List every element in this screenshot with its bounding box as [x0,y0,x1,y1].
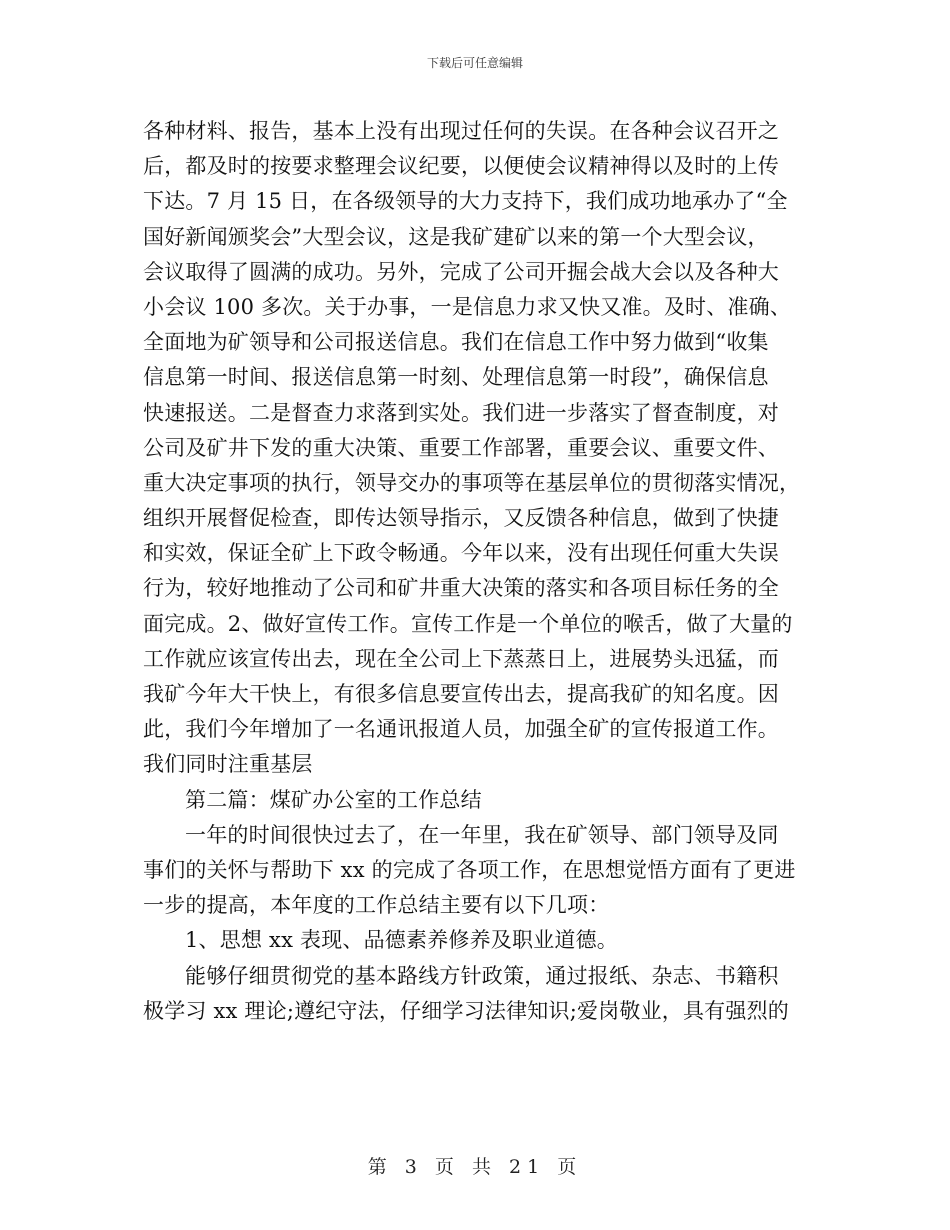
text-line: 和实效，保证全矿上下政令畅通。今年以来，没有出现任何重大失误 [143,541,779,566]
text-line: 行为，较好地推动了公司和矿井重大决策的落实和各项目标任务的全 [143,576,779,601]
text-line: 后，都及时的按要求整理会议纪要，以便使会议精神得以及时的上传 [143,154,779,179]
document-body [143,114,808,1029]
text-line: 1、思想 xx 表现、品德素养修养及职业道德。 [185,928,618,953]
text-line: 信息第一时间、报送信息第一时刻、处理信息第一时段”，确保信息 [143,365,769,390]
text-line: 下达。7 月 15 日，在各级领导的大力支持下，我们成功地承办了“全 [143,189,788,214]
text-line: 工作就应该宣传出去，现在全公司上下蒸蒸日上，进展势头迅猛，而 [143,646,779,671]
text-line: 面完成。2、做好宣传工作。宣传工作是一个单位的喉舌，做了大量的 [143,611,793,636]
text-line: 全面地为矿领导和公司报送信息。我们在信息工作中努力做到“收集 [143,330,769,355]
text-line: 一步的提高，本年度的工作总结主要有以下几项： [143,893,610,918]
page-footer: 第 3 页 共 21 页 [367,1156,583,1178]
text-line: 国好新闻颁奖会”大型会议，这是我矿建矿以来的第一个大型会议， [143,224,769,249]
text-line: 我们同时注重基层 [143,752,313,777]
text-line: 各种材料、报告，基本上没有出现过任何的失误。在各种会议召开之 [143,119,779,143]
text-line: 小会议 100 多次。关于办事，一是信息力求又快又准。及时、准确、 [143,294,792,319]
text-line: 组织开展督促检查，即传达领导指示，又反馈各种信息，做到了快捷 [143,506,779,531]
page-header: 下载后可任意编辑 [426,56,523,70]
text-line: 公司及矿井下发的重大决策、重要工作部署，重要会议、重要文件、 [143,435,779,460]
text-line: 会议取得了圆满的成功。另外，完成了公司开掘会战大会以及各种大 [143,259,779,284]
text-line: 此，我们今年增加了一名通讯报道人员，加强全矿的宣传报道工作。 [143,717,779,742]
text-line: 能够仔细贯彻党的基本路线方针政策，通过报纸、杂志、书籍积 [185,963,779,988]
text-line: 我矿今年大干快上，有很多信息要宣传出去，提高我矿的知名度。因 [143,682,779,706]
section-heading: 第二篇：煤矿办公室的工作总结 [185,787,482,812]
text-line: 极学习 xx 理论;遵纪守法，仔细学习法律知识;爱岗敬业，具有强烈的 [143,998,789,1023]
text-line: 快速报送。二是督查力求落到实处。我们进一步落实了督查制度，对 [143,400,779,425]
text-line: 事们的关怀与帮助下 xx 的完成了各项工作，在思想觉悟方面有了更进 [143,857,796,882]
text-line: 重大决定事项的执行，领导交办的事项等在基层单位的贯彻落实情况， [143,470,801,495]
text-line: 一年的时间很快过去了，在一年里，我在矿领导、部门领导及同 [185,822,779,847]
